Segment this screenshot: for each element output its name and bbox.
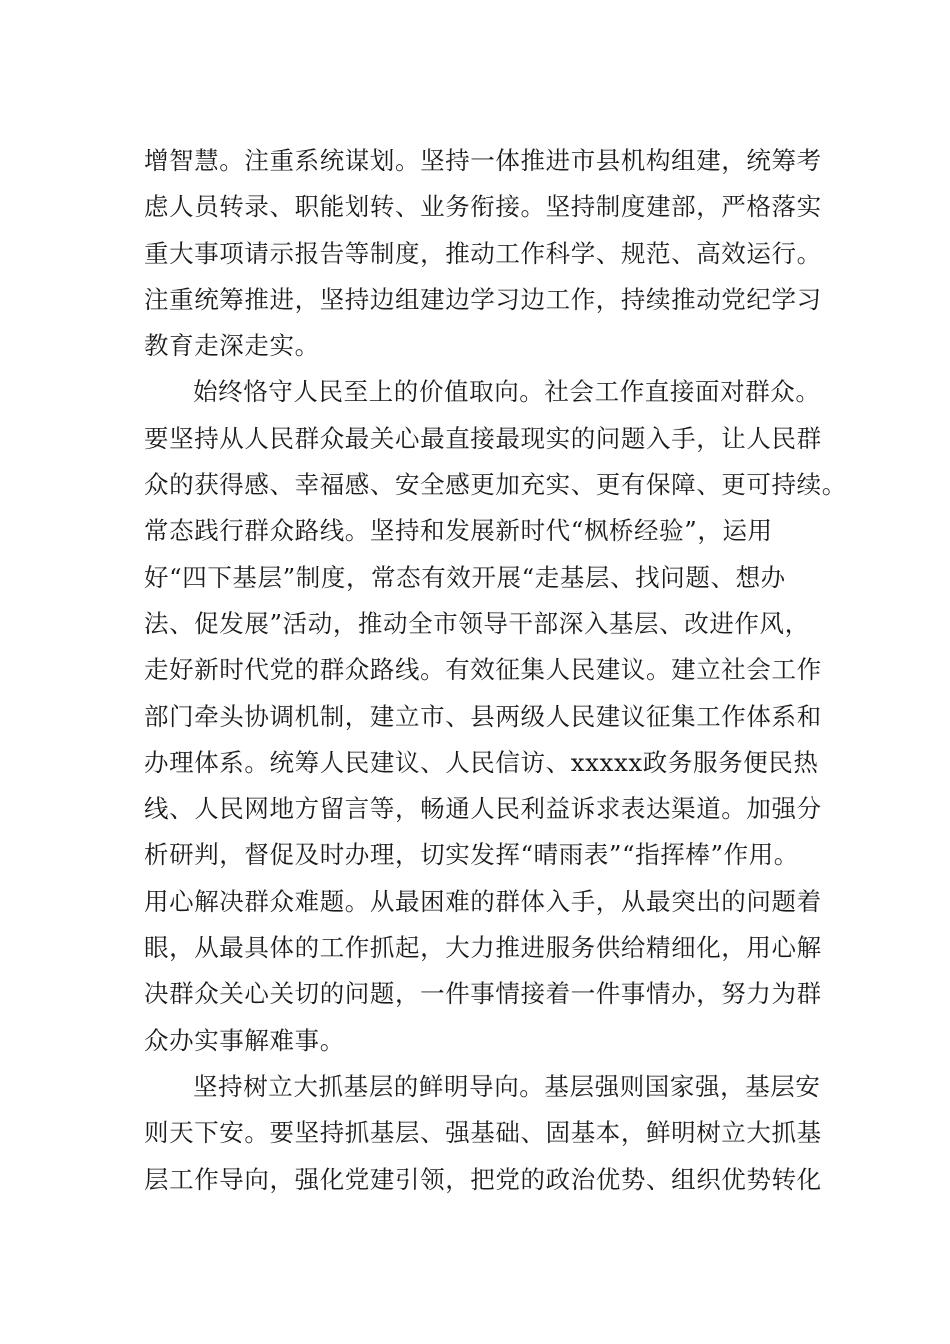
paragraph-first-line: 始终恪守人民至上的价值取向。社会工作直接面对群众。 [193,377,821,407]
text-line: 法、促发展”活动，推动全市领导干部深入基层、改进作风， [144,608,810,638]
text-line: 虑人员转录、职能划转、业务衔接。坚持制度建部，严格落实 [144,192,822,222]
text-line: 好“四下基层”制度，常态有效开展“走基层、找问题、想办 [144,562,786,592]
text-line: 增智慧。注重系统谋划。坚持一体推进市县机构组建，统筹考 [144,146,822,175]
text-line: 教育走深走实。 [144,331,320,361]
paragraph-first-line: 坚持树立大抓基层的鲜明导向。基层强则国家强，基层安 [193,1071,821,1101]
text-line: 注重统筹推进，坚持边组建边学习边工作，持续推动党纪学习 [144,284,822,314]
text-line: 线、人民网地方留言等，畅通人民利益诉求表达渠道。加强分 [144,794,822,824]
document-body [144,138,847,1203]
text-line: 办理体系。统筹人民建议、人民信访、xxxxx政务服务便民热 [144,747,819,777]
text-line: 决群众关心关切的问题，一件事情接着一件事情办，努力为群 [144,979,822,1009]
text-line: 析研判，督促及时办理，切实发挥“晴雨表”“指挥棒”作用。 [144,840,799,870]
text-line: 众办实事解难事。 [144,1025,345,1055]
text-line: 众的获得感、幸福感、安全感更加充实、更有保障、更可持续。 [144,470,847,500]
text-line: 走好新时代党的群众路线。有效征集人民建议。建立社会工作 [144,655,822,685]
text-line: 眼，从最具体的工作抓起，大力推进服务供给精细化，用心解 [144,933,822,963]
text-line: 层工作导向，强化党建引领，把党的政治优势、组织优势转化 [144,1164,822,1194]
text-line: 用心解决群众难题。从最困难的群体入手，从最突出的问题着 [144,886,822,916]
text-line: 重大事项请示报告等制度，推动工作科学、规范、高效运行。 [144,238,822,268]
text-line: 部门牵头协调机制，建立市、县两级人民建议征集工作体系和 [144,701,822,731]
text-line: 则天下安。要坚持抓基层、强基础、固基本，鲜明树立大抓基 [144,1118,822,1148]
text-line: 常态践行群众路线。坚持和发展新时代“枫桥经验”，运用 [144,516,773,546]
text-line: 要坚持从人民群众最关心最直接最现实的问题入手，让人民群 [144,423,822,453]
